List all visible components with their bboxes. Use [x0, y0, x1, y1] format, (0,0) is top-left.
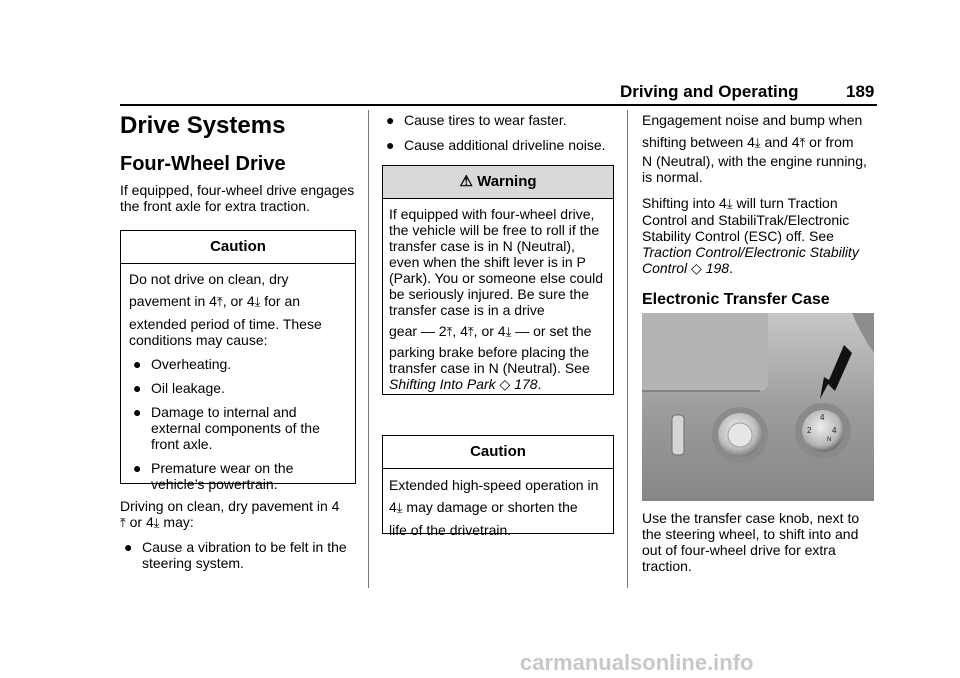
paragraph-line: Engagement noise and bump when [642, 112, 863, 128]
knob-label-4-low: 4 [832, 426, 837, 435]
column-1 [120, 112, 356, 571]
subsection-title: Four-Wheel Drive [120, 153, 286, 175]
warning-icon: ⚠ [459, 173, 473, 190]
caution-box-1 [120, 230, 356, 492]
caution-body [121, 264, 355, 492]
paragraph-line: Shifting into 4⤓ will turn Traction [642, 195, 838, 211]
column-divider-1 [368, 110, 369, 588]
list-item: ● Cause additional driveline noise. [386, 137, 606, 153]
subsection-title: Electronic Transfer Case [642, 291, 830, 308]
caution-text-line: Extended high-speed operation in [389, 477, 599, 493]
caution-body [383, 469, 613, 538]
caution-bullet: ● Overheating. [133, 356, 232, 372]
paragraph-line: shifting between 4⤓ and 4⤒ or from [642, 134, 854, 150]
running-header-title: Driving and Operating [620, 82, 799, 101]
warning-body [383, 199, 613, 392]
knob-illustration [642, 313, 874, 501]
column-divider-2 [627, 110, 628, 588]
warning-text: If equipped with four-wheel drive, the vehicle will be free to roll if the transfer case is in N (Neutral), even when the shift lever is in P (Park). You or someone else could be seriously injured. Be sure the transfer case is in a drive [389, 206, 604, 318]
knob-label-4-high: 4 [820, 413, 825, 422]
reference-icon: ◇ [499, 376, 511, 392]
down-arrow-icon: ⤓ [254, 294, 261, 309]
knob-label-n: N [827, 437, 832, 443]
transfer-case-knob-photo [642, 313, 874, 501]
caution-bullet: ● Oil leakage. [133, 380, 225, 396]
down-arrow-icon: ⤓ [505, 324, 512, 339]
down-arrow-icon: ⤓ [396, 500, 403, 515]
paragraph-line: Control and StabiliTrak/Electronic Stability Control (ESC) off. See [642, 212, 850, 244]
warning-heading: ⚠ Warning [383, 166, 613, 199]
caution-heading: Caution [383, 436, 613, 469]
cross-reference[interactable]: Traction Control/Electronic Stability Control ◇ 198. [642, 244, 859, 276]
page-number: 189 [846, 82, 875, 101]
caution-bullet: ● Premature wear on the vehicle’s powertrain. [133, 460, 294, 492]
down-arrow-icon: ⤓ [726, 196, 733, 211]
paragraph-line: N (Neutral), with the engine running, is normal. [642, 153, 867, 185]
caution-text-line: extended period of time. These conditions may cause: [129, 316, 322, 348]
up-arrow-icon: ⤒ [467, 324, 474, 339]
column-3 [642, 112, 878, 310]
knob-label-2: 2 [807, 426, 812, 435]
cross-reference[interactable]: Shifting Into Park ◇ 178. [389, 376, 542, 392]
column-2 [382, 112, 614, 538]
after-caution-paragraph: Driving on clean, dry pavement in 4 ⤒ or 4⤓ may: [120, 498, 340, 530]
caution-text-line: life of the drivetrain. [389, 522, 512, 538]
warning-box [382, 165, 614, 395]
list-item: ● Cause tires to wear faster. [386, 112, 567, 128]
warning-text: parking brake before placing the transfer case in N (Neutral). See [389, 344, 590, 376]
list-item: ● Cause a vibration to be felt in the steering system. [124, 539, 347, 571]
photo-caption-paragraph: Use the transfer case knob, next to the steering wheel, to shift into and out of four-wheel drive for extra traction. [642, 510, 860, 574]
down-arrow-icon: ⤓ [153, 515, 160, 530]
up-arrow-icon: ⤒ [446, 324, 453, 339]
down-arrow-icon: ⤓ [754, 135, 761, 150]
section-title: Drive Systems [120, 112, 286, 139]
caution-box-2 [382, 435, 614, 538]
caution-text-line: 4⤓ may damage or shorten the [389, 499, 578, 515]
up-arrow-icon: ⤒ [799, 135, 806, 150]
warning-text: gear — 2⤒, 4⤒, or 4⤓ — or set the [389, 323, 592, 339]
reference-icon: ◇ [691, 260, 702, 276]
caution-heading: Caution [121, 231, 355, 264]
caution-bullet: ● Damage to internal and external components of the front axle. [133, 404, 320, 452]
header-rule [120, 104, 877, 106]
caution-text-line: pavement in 4⤒, or 4⤓ for an [129, 293, 301, 309]
watermark: carmanualsonline.info [520, 650, 754, 675]
up-arrow-icon: ⤒ [120, 515, 126, 530]
caution-text-line: Do not drive on clean, dry [129, 271, 289, 287]
up-arrow-icon: ⤒ [216, 294, 223, 309]
intro-paragraph: If equipped, four-wheel drive engages the front axle for extra traction. [120, 182, 355, 214]
